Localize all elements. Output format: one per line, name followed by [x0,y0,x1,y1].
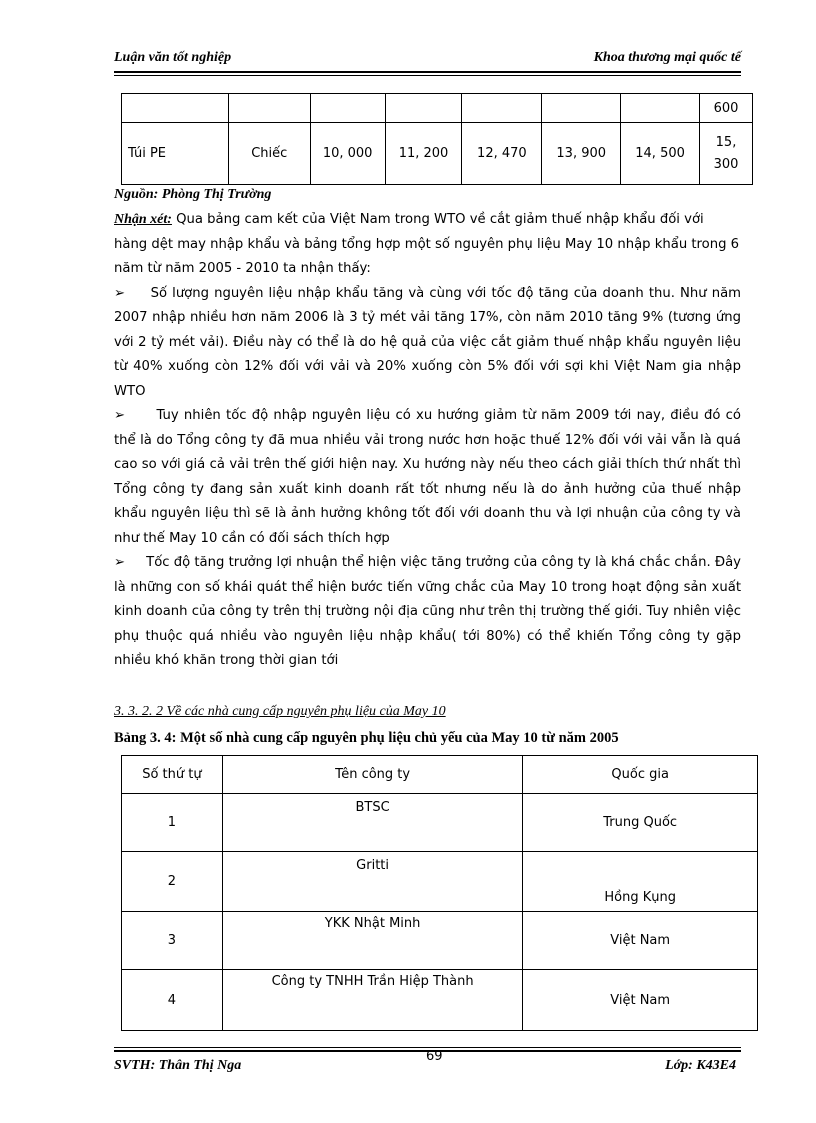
item-cell: Túi PE [122,123,229,185]
country-cell: Hồng Kụng [523,852,758,912]
company-cell: Gritti [222,852,523,912]
header-cell: Tên công ty [222,756,523,794]
company-cell: BTSC [222,794,523,852]
source-note: Nguồn: Phòng Thị Trường [114,187,272,202]
comment-paragraph [114,208,741,282]
company-cell: YKK Nhật Minh [222,912,523,970]
value-cell: 10, 000 [310,123,385,185]
bullet-text: Tuy nhiên tốc độ nhập nguyên liệu có xu hướng giảm từ năm 2009 tới nay, điều đó có thể là do Tổng công ty đã mua nhiều vải trong nước hơn hoặc thuế 12% đối với vải vẫn là quá cao so với giá cả vải trên thế giới hiện nay. Xu hướng này nếu theo cách giải thích thứ nhất thì Tổng công ty đang sản xuất kinh doanh rất tốt nhưng nếu là do ảnh hưởng của thuế nhập khẩu nguyên liệu thì sẽ là ảnh hưởng không tốt đối với doanh thu và lợi nhuận của công ty và như thế May 10 cần có đối sách thích hợp [114,408,741,546]
bullet-text: Tốc độ tăng trưởng lợi nhuận thể hiện việc tăng trưởng của công ty là khá chắc chắn. Đây là những con số khái quát thể hiện bước tiến vững chắc của May 10 trong hoạt động sản xuất kinh doanh của công ty trên thị trường nội địa cũng như trên thị trường thế giới. Tuy nhiên việc phụ thuộc quá nhiều vào nguyên liệu nhập khẩu( tới 80%) có thể khiến Tổng công ty gặp nhiều khó khăn trong thời gian tới [114,555,741,668]
country-cell: Trung Quốc [523,794,758,852]
header-right: Khoa thương mại quốc tế [593,50,741,65]
footer-rule-thin [114,1047,741,1048]
header-rule-thin [114,75,741,76]
no-cell: 1 [122,794,223,852]
bullet-arrow-icon: ➢ [114,408,126,423]
value-cell: 14, 500 [621,123,700,185]
company-cell: Công ty TNHH Trần Hiệp Thành [222,970,523,1031]
value-cell: 12, 470 [462,123,542,185]
table-row [122,912,758,970]
bullet-arrow-icon: ➢ [114,285,126,301]
page-number: 69 [426,1049,443,1064]
table-row [122,94,753,123]
value-cell: 11, 200 [385,123,462,185]
value-cell-split [700,123,753,185]
country-cell: Việt Nam [523,970,758,1031]
bullet-paragraph [114,404,741,551]
bullet-paragraph [114,551,741,674]
body-text [114,208,741,674]
no-cell: 4 [122,970,223,1031]
unit-cell: Chiếc [228,123,310,185]
table-row [122,970,758,1031]
bullet-text: Số lượng nguyên liệu nhập khẩu tăng và cùng với tốc độ tăng của doanh thu. Như năm 2007 nhập nhiều hơn năm 2006 là 3 tỷ mét vải tăng 17%, còn năm 2010 tăng 9% (tương ứng với 2 tỷ mét vải). Điều này có thể là do hệ quả của việc cắt giảm thuế nhập khẩu nguyên liệu từ 40% xuống còn 12% đối với vải và 20% xuống còn 5% đối với sợi khi Việt Nam gia nhập WTO [114,285,741,399]
header-left: Luận văn tốt nghiệp [114,50,232,65]
bullet-arrow-icon: ➢ [114,555,126,570]
footer-right: Lớp: K43E4 [665,1058,736,1073]
table-row [122,794,758,852]
table-caption: Bảng 3. 4: Một số nhà cung cấp nguyên phụ liệu chủ yếu của May 10 từ năm 2005 [114,730,619,746]
table-row [122,123,753,185]
country-cell: Việt Nam [523,912,758,970]
comment-label: Nhận xét: [114,212,172,227]
header-cell: Số thứ tự [122,756,223,794]
table-row [122,852,758,912]
value-line-2: 300 [713,156,739,172]
footer-left: SVTH: Thân Thị Nga [114,1058,242,1073]
section-heading: 3. 3. 2. 2 Về các nhà cung cấp nguyên phụ liệu của May 10 [114,704,446,719]
value-line-1: 15, [715,134,737,150]
header-rule [114,71,741,73]
comment-text: Qua bảng cam kết của Việt Nam trong WTO về cắt giảm thuế nhập khẩu đối với hàng dệt may nhập khẩu và bảng tổng hợp một số nguyên phụ liệu May 10 nhập khẩu trong 6 năm từ năm 2005 - 2010 ta nhận thấy: [114,212,740,276]
table-header-row [122,756,758,794]
bullet-paragraph [114,282,741,405]
value-cell: 13, 900 [542,123,621,185]
materials-table [121,93,753,185]
header-cell: Quốc gia [523,756,758,794]
table-cell: 600 [700,94,753,123]
no-cell: 2 [122,852,223,912]
no-cell: 3 [122,912,223,970]
suppliers-table [121,755,758,1031]
